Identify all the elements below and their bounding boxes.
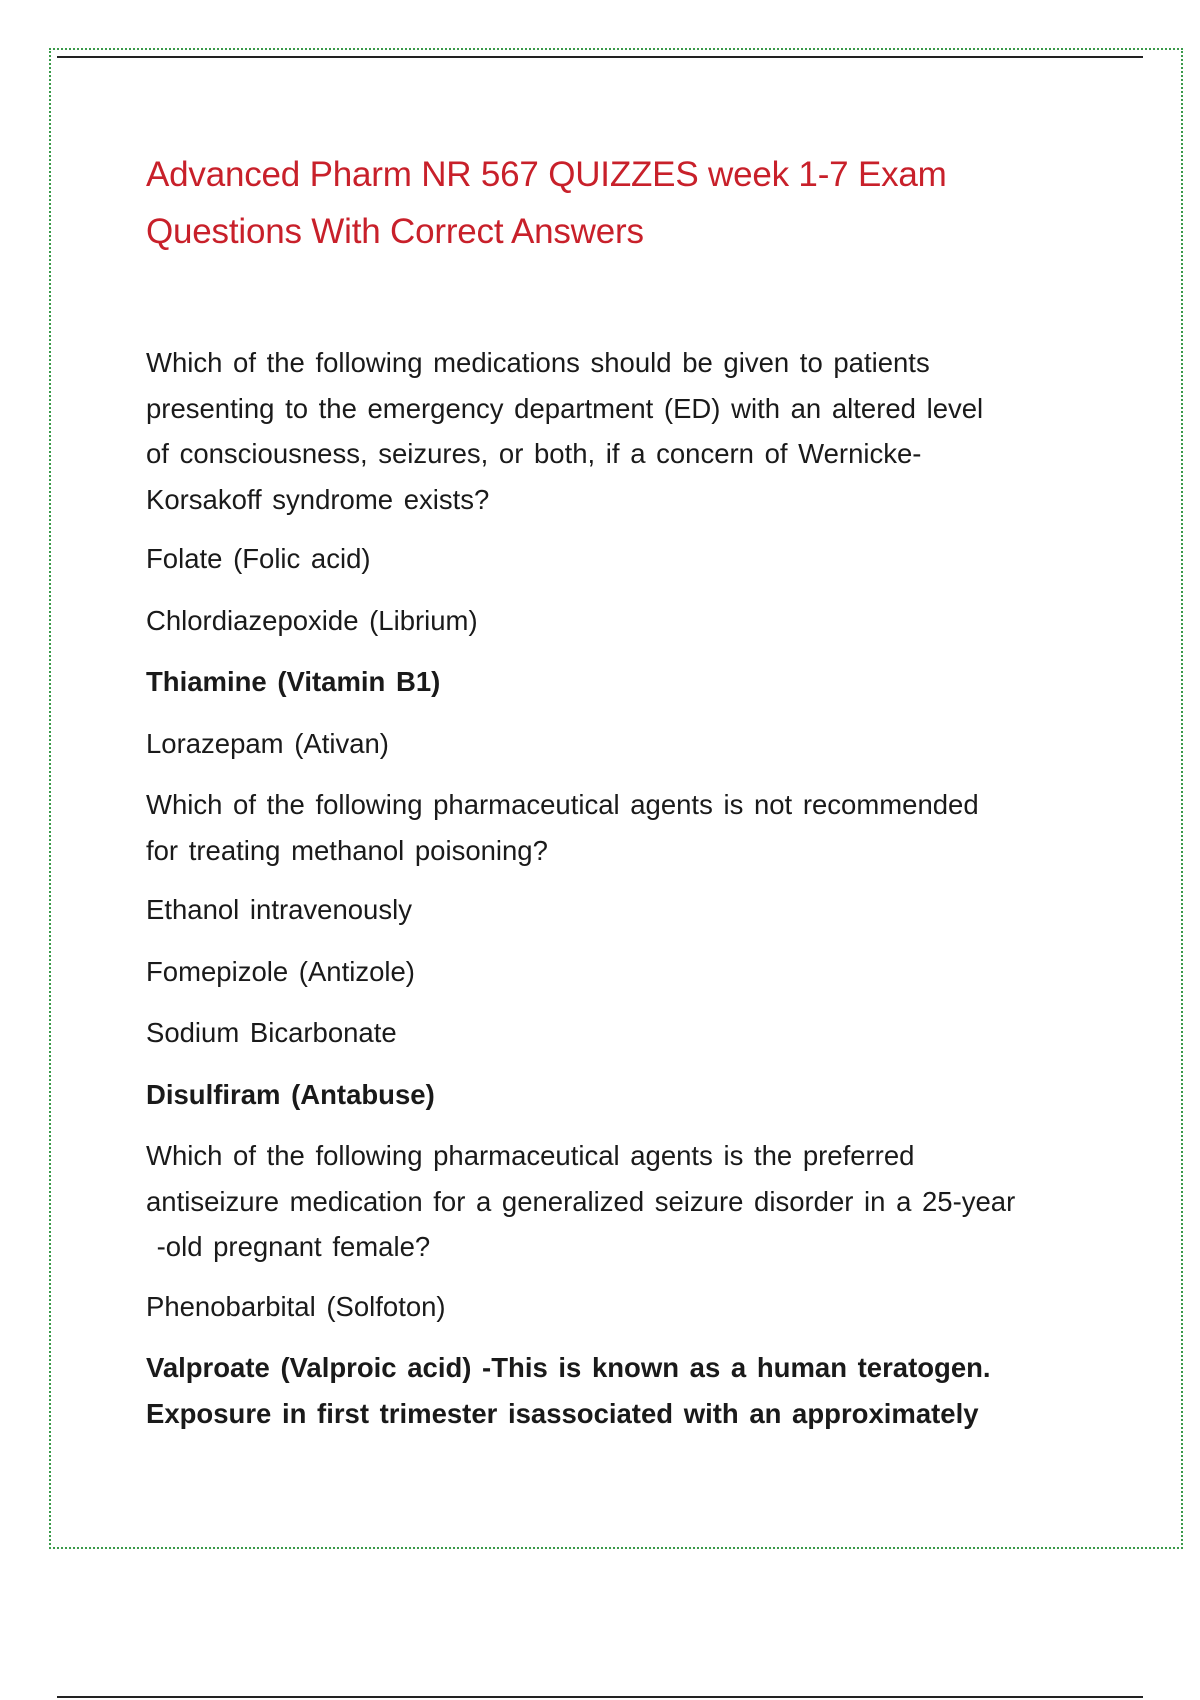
title-line: Questions With Correct Answers [146,212,644,251]
answer-line: Exposure in first trimester isassociated with an approximately [146,1397,979,1429]
question-line: presenting to the emergency department (ED) with an altered level [146,392,984,424]
title-line: Advanced Pharm NR 567 QUIZZES week 1-7 Exam [146,155,947,194]
footer-rule [57,1696,1143,1698]
question-line: Which of the following pharmaceutical agents is not recommended [146,789,979,820]
question-line: of consciousness, seizures, or both, if a concern of Wernicke- [146,438,922,469]
question-line: Which of the following medications should be given to patients [146,347,930,378]
answer-option: Sodium Bicarbonate [146,1017,397,1048]
question-line: for treating methanol poisoning? [146,834,548,866]
correct-answer-option [146,1345,1096,1436]
correct-answer-option: Thiamine (Vitamin B1) [146,666,441,697]
document-title [146,146,1096,260]
correct-answer-option: Disulfiram (Antabuse) [146,1078,435,1110]
answer-line: Valproate (Valproic acid) -This is known as a human teratogen. [146,1352,991,1383]
question-1-text [146,340,1096,522]
question-3-text [146,1133,1096,1270]
question-line: -old pregnant female? [146,1231,431,1262]
question-2-text [146,782,1096,873]
question-line: Korsakoff syndrome exists? [146,483,490,515]
header-rule [57,56,1143,58]
answer-option: Ethanol intravenously [146,894,412,925]
document-body [146,146,1096,1452]
answer-option: Chlordiazepoxide (Librium) [146,604,478,636]
answer-option: Fomepizole (Antizole) [146,955,415,987]
answer-option: Phenobarbital (Solfoton) [146,1290,446,1322]
answer-option: Lorazepam (Ativan) [146,727,389,759]
question-line: antiseizure medication for a generalized seizure disorder in a 25-year [146,1185,1016,1217]
question-line: Which of the following pharmaceutical agents is the preferred [146,1140,915,1171]
answer-option: Folate (Folic acid) [146,543,371,574]
